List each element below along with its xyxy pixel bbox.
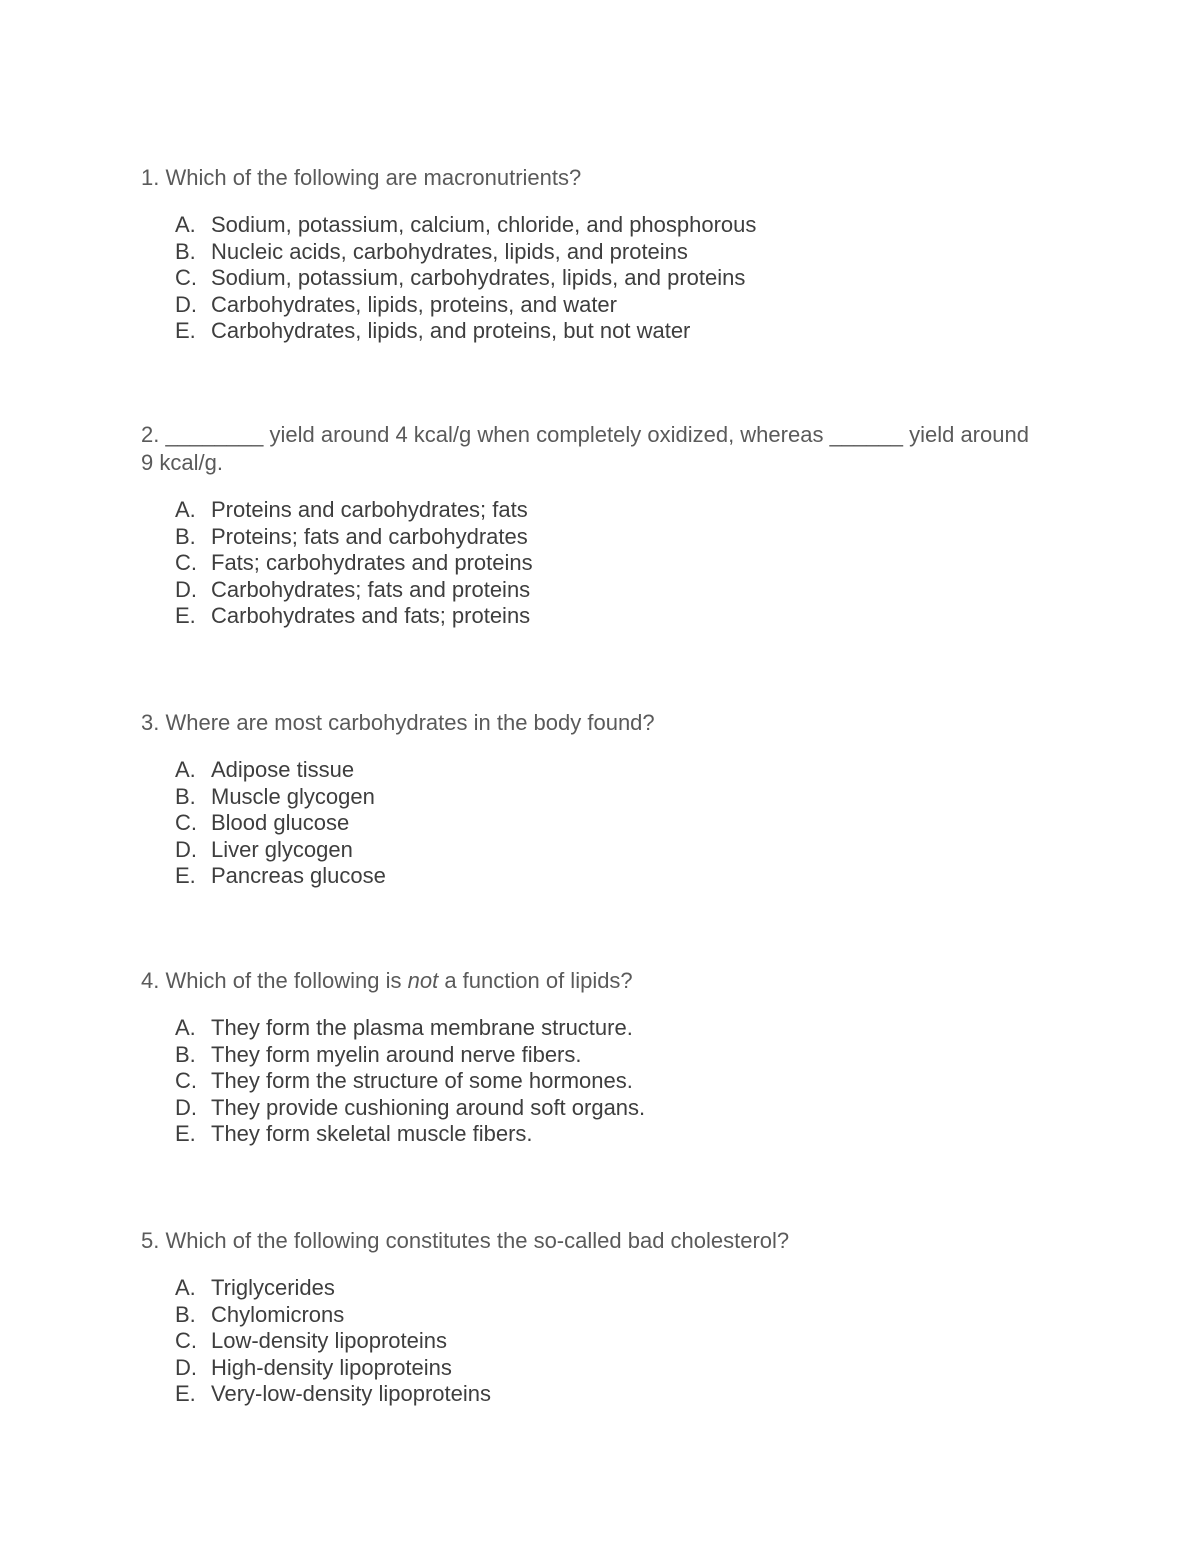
answer-option-c xyxy=(141,550,1041,577)
question-number: 2. xyxy=(141,422,160,447)
option-letter: A. xyxy=(175,212,196,237)
answer-option-e xyxy=(141,1381,1041,1408)
option-text: Carbohydrates; fats and proteins xyxy=(211,576,531,602)
answer-option-a xyxy=(141,1275,1041,1302)
question-number: 1. xyxy=(141,165,160,190)
answer-option-d xyxy=(141,577,1041,604)
question-text-after: a function of lipids? xyxy=(444,968,633,993)
answer-option-b xyxy=(141,1042,1041,1069)
answer-option-a xyxy=(141,1015,1041,1042)
option-letter: A. xyxy=(175,757,196,782)
question-1 xyxy=(141,164,1041,345)
answer-option-e xyxy=(141,863,1041,890)
option-letter: A. xyxy=(175,497,196,522)
question-4 xyxy=(141,967,1041,1148)
answer-option-c xyxy=(141,1328,1041,1355)
question-text: Which of the following constitutes the so-called bad cholesterol? xyxy=(165,1228,790,1253)
option-text: Blood glucose xyxy=(211,810,350,835)
option-letter: D. xyxy=(175,1354,197,1380)
option-text: Chylomicrons xyxy=(211,1301,345,1327)
option-text: High-density lipoproteins xyxy=(211,1354,452,1380)
option-letter: E. xyxy=(175,318,196,343)
answer-option-d xyxy=(141,837,1041,864)
option-text: Fats; carbohydrates and proteins xyxy=(211,550,533,575)
option-letter: C. xyxy=(175,1068,197,1093)
answer-option-a xyxy=(141,757,1041,784)
option-text: Liver glycogen xyxy=(211,836,353,862)
option-letter: C. xyxy=(175,265,197,290)
option-letter: E. xyxy=(175,1381,196,1406)
option-letter: B. xyxy=(175,783,196,809)
question-2-prompt xyxy=(141,421,1041,477)
option-letter: D. xyxy=(175,1094,197,1120)
question-2 xyxy=(141,421,1041,630)
option-text: They provide cushioning around soft organs. xyxy=(211,1094,646,1120)
option-letter: B. xyxy=(175,1301,196,1327)
option-text: Proteins; fats and carbohydrates xyxy=(211,523,528,549)
answer-option-d xyxy=(141,1355,1041,1382)
option-text: Carbohydrates, lipids, proteins, and water xyxy=(211,291,617,317)
question-text: Where are most carbohydrates in the body found? xyxy=(165,710,655,735)
question-4-prompt xyxy=(141,967,1041,995)
option-letter: D. xyxy=(175,291,197,317)
option-letter: C. xyxy=(175,1328,197,1353)
option-letter: C. xyxy=(175,550,197,575)
answer-option-a xyxy=(141,497,1041,524)
question-3 xyxy=(141,709,1041,890)
answer-option-b xyxy=(141,784,1041,811)
question-number: 5. xyxy=(141,1228,160,1253)
option-text: They form the plasma membrane structure. xyxy=(211,1015,633,1040)
question-5 xyxy=(141,1227,1041,1408)
question-number: 4. xyxy=(141,968,160,993)
option-letter: D. xyxy=(175,836,197,862)
option-letter: E. xyxy=(175,863,196,888)
answer-option-c xyxy=(141,1068,1041,1095)
answer-options xyxy=(141,757,1041,890)
option-letter: B. xyxy=(175,1041,196,1067)
answer-option-e xyxy=(141,603,1041,630)
option-text: They form the structure of some hormones. xyxy=(211,1068,633,1093)
answer-option-a xyxy=(141,212,1041,239)
option-text: Nucleic acids, carbohydrates, lipids, and proteins xyxy=(211,238,688,264)
question-1-prompt xyxy=(141,164,1041,192)
answer-option-d xyxy=(141,292,1041,319)
option-text: They form myelin around nerve fibers. xyxy=(211,1041,582,1067)
option-text: Low-density lipoproteins xyxy=(211,1328,448,1353)
answer-option-c xyxy=(141,265,1041,292)
option-text: Adipose tissue xyxy=(211,757,355,782)
answer-option-c xyxy=(141,810,1041,837)
option-letter: B. xyxy=(175,523,196,549)
option-letter: A. xyxy=(175,1275,196,1300)
option-text: Sodium, potassium, carbohydrates, lipids, and proteins xyxy=(211,265,746,290)
question-text: ________ yield around 4 kcal/g when completely oxidized, whereas ______ yield around 9 kcal/g. xyxy=(141,422,1029,475)
option-letter: B. xyxy=(175,238,196,264)
option-text: Carbohydrates, lipids, and proteins, but not water xyxy=(211,318,691,343)
answer-option-b xyxy=(141,1302,1041,1329)
answer-options xyxy=(141,1015,1041,1148)
question-number: 3. xyxy=(141,710,160,735)
answer-option-e xyxy=(141,1121,1041,1148)
question-5-prompt xyxy=(141,1227,1041,1255)
option-letter: A. xyxy=(175,1015,196,1040)
answer-options xyxy=(141,212,1041,345)
option-text: Pancreas glucose xyxy=(211,863,386,888)
answer-option-e xyxy=(141,318,1041,345)
option-letter: C. xyxy=(175,810,197,835)
answer-option-b xyxy=(141,524,1041,551)
question-text: Which of the following are macronutrients? xyxy=(165,165,582,190)
answer-option-d xyxy=(141,1095,1041,1122)
question-3-prompt xyxy=(141,709,1041,737)
question-text-emphasis: not xyxy=(407,968,439,993)
option-text: Very-low-density lipoproteins xyxy=(211,1381,492,1406)
question-text-before: Which of the following is xyxy=(165,968,402,993)
option-letter: E. xyxy=(175,1121,196,1146)
answer-options xyxy=(141,497,1041,630)
option-text: They form skeletal muscle fibers. xyxy=(211,1121,533,1146)
option-text: Muscle glycogen xyxy=(211,783,375,809)
option-text: Proteins and carbohydrates; fats xyxy=(211,497,528,522)
option-letter: E. xyxy=(175,603,196,628)
option-text: Sodium, potassium, calcium, chloride, and phosphorous xyxy=(211,212,757,237)
answer-option-b xyxy=(141,239,1041,266)
option-text: Triglycerides xyxy=(211,1275,335,1300)
option-text: Carbohydrates and fats; proteins xyxy=(211,603,531,628)
option-letter: D. xyxy=(175,576,197,602)
answer-options xyxy=(141,1275,1041,1408)
